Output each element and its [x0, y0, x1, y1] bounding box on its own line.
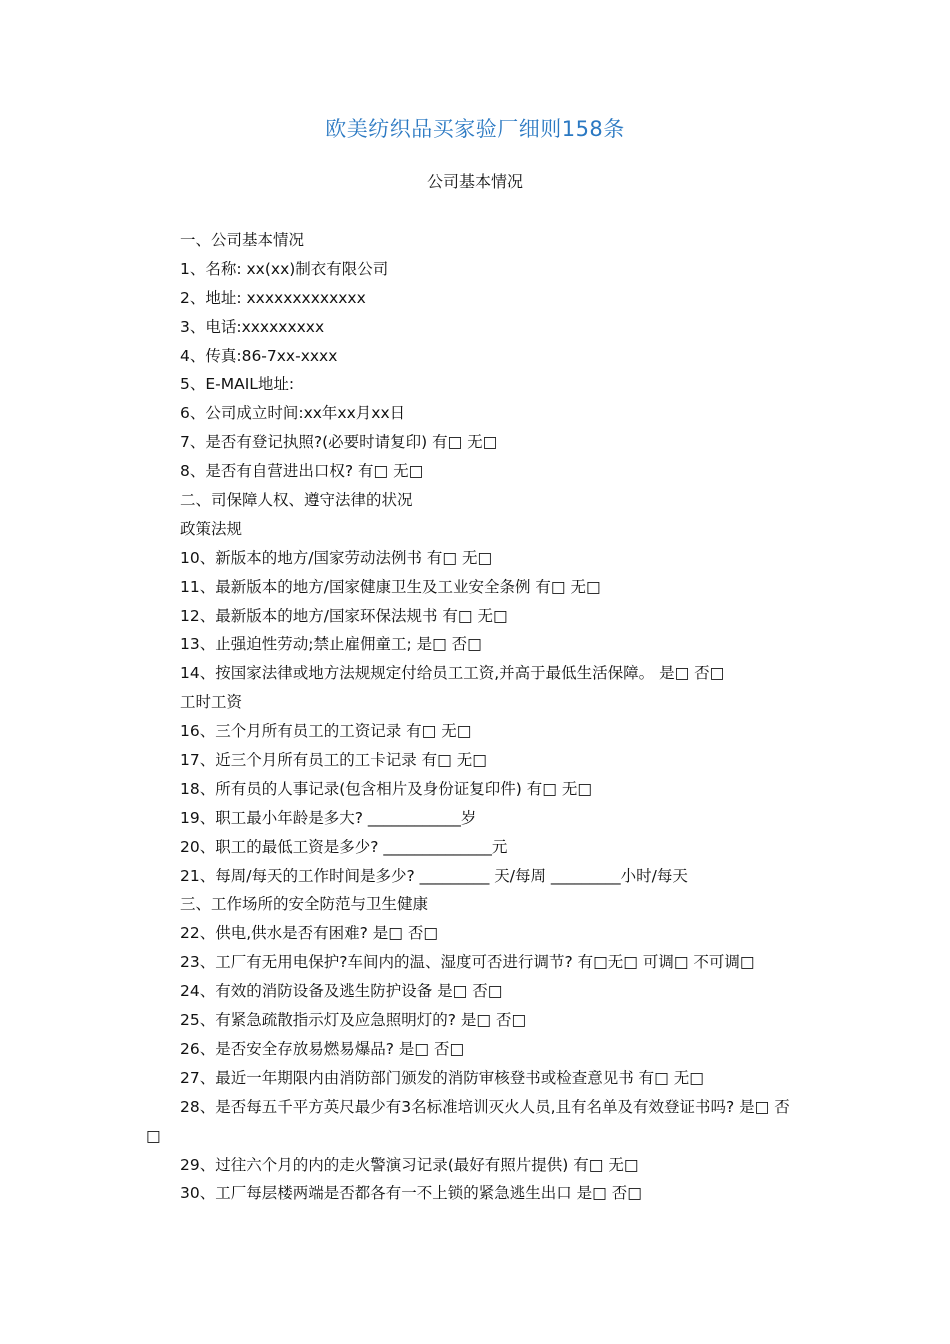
- list-item: 12、最新版本的地方/国家环保法规书 有□ 无□: [180, 606, 508, 625]
- subsection-heading: 工时工资: [180, 693, 243, 712]
- list-item: 7、是否有登记执照?(必要时请复印) 有□ 无□: [180, 433, 498, 452]
- list-item: 1、名称: xx(xx)制衣有限公司: [180, 259, 389, 278]
- document-title: 欧美纺织品买家验厂细则158条: [325, 117, 625, 141]
- list-item-text: 28、是否每五千平方英尺最少有3名标准培训灭火人员,且有名单及有效登证书吗? 是□ 否: [180, 1097, 790, 1116]
- list-item: 4、传真:86-7xx-xxxx: [180, 346, 338, 365]
- list-item: 10、新版本的地方/国家劳动法例书 有□ 无□: [180, 548, 493, 567]
- list-item: 8、是否有自营进出口权? 有□ 无□: [180, 462, 424, 481]
- list-item: 25、有紧急疏散指示灯及应急照明灯的? 是□ 否□: [180, 1011, 527, 1030]
- list-item: 17、近三个月所有员工的工卡记录 有□ 无□: [180, 751, 487, 770]
- list-item: 24、有效的消防设备及逃生防护设备 是□ 否□: [180, 982, 503, 1001]
- list-item: 26、是否安全存放易燃易爆品? 是□ 否□: [180, 1039, 465, 1058]
- list-item: 20、职工的最低工资是多少? ______________元: [180, 837, 508, 856]
- list-item-wrapped: [146, 1093, 880, 1151]
- list-item: 22、供电,供水是否有困难? 是□ 否□: [180, 924, 439, 943]
- content-lines: [146, 226, 880, 1208]
- list-item: 30、工厂每层楼两端是否都各有一不上锁的紧急逃生出口 是□ 否□: [180, 1184, 642, 1203]
- list-item: 14、按国家法律或地方法规规定付给员工工资,并高于最低生活保障。 是□ 否□: [180, 664, 725, 683]
- list-item: 19、职工最小年龄是多大? ____________岁: [180, 808, 477, 827]
- list-item: 27、最近一年期限内由消防部门颁发的消防审核登书或检查意见书 有□ 无□: [180, 1068, 704, 1087]
- list-item: 23、工厂有无用电保护?车间内的温、湿度可否进行调节? 有□无□ 可调□ 不可调□: [180, 953, 755, 972]
- section-heading: 三、工作场所的安全防范与卫生健康: [180, 895, 429, 914]
- list-item: 3、电话:xxxxxxxxx: [180, 317, 325, 336]
- list-item: 6、公司成立时间:xx年xx月xx日: [180, 404, 406, 423]
- list-item: 21、每周/每天的工作时间是多少? _________ 天/每周 _________小时/每天: [180, 866, 688, 885]
- list-item: 2、地址: xxxxxxxxxxxxx: [180, 288, 366, 307]
- list-item: 11、最新版本的地方/国家健康卫生及工业安全条例 有□ 无□: [180, 577, 601, 596]
- list-item: 13、止强迫性劳动;禁止雇佣童工; 是□ 否□: [180, 635, 482, 654]
- list-item: 18、所有员的人事记录(包含相片及身份证复印件) 有□ 无□: [180, 779, 592, 798]
- list-item: 5、E-MAIL地址:: [180, 375, 295, 394]
- subsection-heading: 政策法规: [180, 519, 243, 538]
- section-heading: 一、公司基本情况: [180, 231, 305, 249]
- list-item: 29、过往六个月的内的走火警演习记录(最好有照片提供) 有□ 无□: [180, 1155, 639, 1174]
- section-heading: 二、司保障人权、遵守法律的状况: [180, 491, 413, 510]
- list-item: 16、三个月所有员工的工资记录 有□ 无□: [180, 722, 472, 741]
- list-item-continuation: □: [146, 1126, 161, 1145]
- document-subtitle: 公司基本情况: [426, 172, 523, 191]
